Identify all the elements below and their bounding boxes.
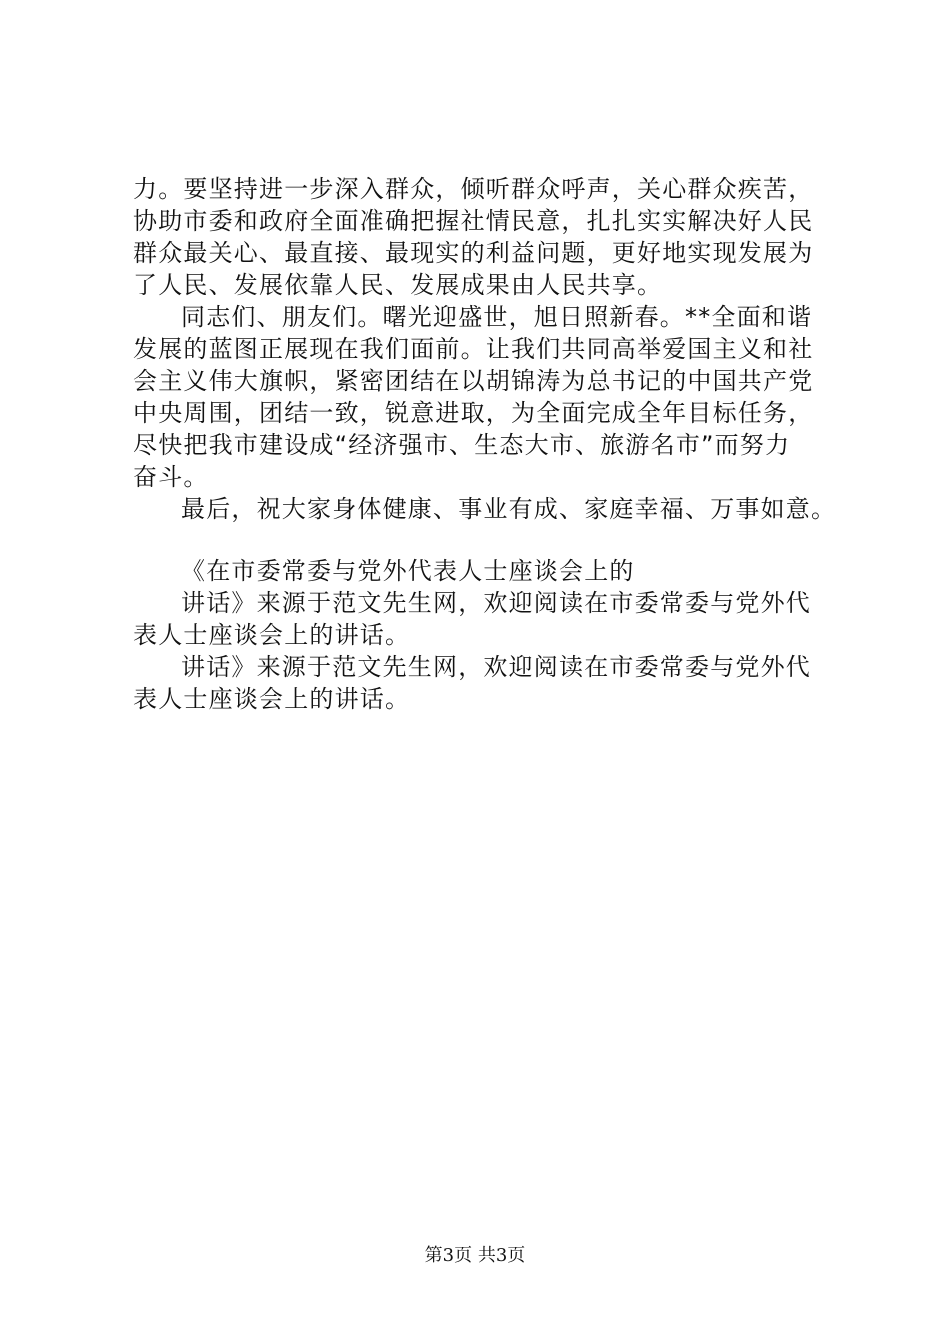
paragraph [133, 301, 853, 493]
paragraph [133, 651, 853, 715]
text-line: 群众最关心、最直接、最现实的利益问题，更好地实现发展为 [133, 239, 814, 267]
text-line: 最后，祝大家身体健康、事业有成、家庭幸福、万事如意。 [181, 495, 837, 523]
paragraph [133, 587, 853, 651]
text-line: 力。要坚持进一步深入群众，倾听群众呼声，关心群众疾苦， [133, 175, 814, 203]
text-line: 奋斗。 [133, 463, 209, 491]
paragraph [133, 555, 853, 587]
document-body [133, 173, 853, 715]
text-line: 讲话》来源于范文先生网，欢迎阅读在市委常委与党外代 [181, 653, 811, 681]
text-line: 表人士座谈会上的讲话。 [133, 621, 411, 649]
text-line: 了人民、发展依靠人民、发展成果由人民共享。 [133, 271, 663, 299]
paragraph [133, 493, 853, 525]
text-line: 会主义伟大旗帜，紧密团结在以胡锦涛为总书记的中国共产党 [133, 367, 814, 395]
text-line: 同志们、朋友们。曙光迎盛世，旭日照新春。**全面和谐 [181, 303, 813, 331]
text-line: 发展的蓝图正展现在我们面前。让我们共同高举爱国主义和社 [133, 335, 814, 363]
paragraph-gap [133, 525, 853, 555]
text-line: 《在市委常委与党外代表人士座谈会上的 [181, 557, 635, 585]
text-line: 讲话》来源于范文先生网，欢迎阅读在市委常委与党外代 [181, 589, 811, 617]
paragraph [133, 173, 853, 301]
text-line: 表人士座谈会上的讲话。 [133, 685, 411, 713]
text-line: 中央周围，团结一致，锐意进取，为全面完成全年目标任务， [133, 399, 814, 427]
text-line: 尽快把我市建设成“经济强市、生态大市、旅游名市”而努力 [133, 431, 791, 459]
page-number-footer: 第3页 共3页 [424, 1245, 526, 1266]
text-line: 协助市委和政府全面准确把握社情民意，扎扎实实解决好人民 [133, 207, 814, 235]
